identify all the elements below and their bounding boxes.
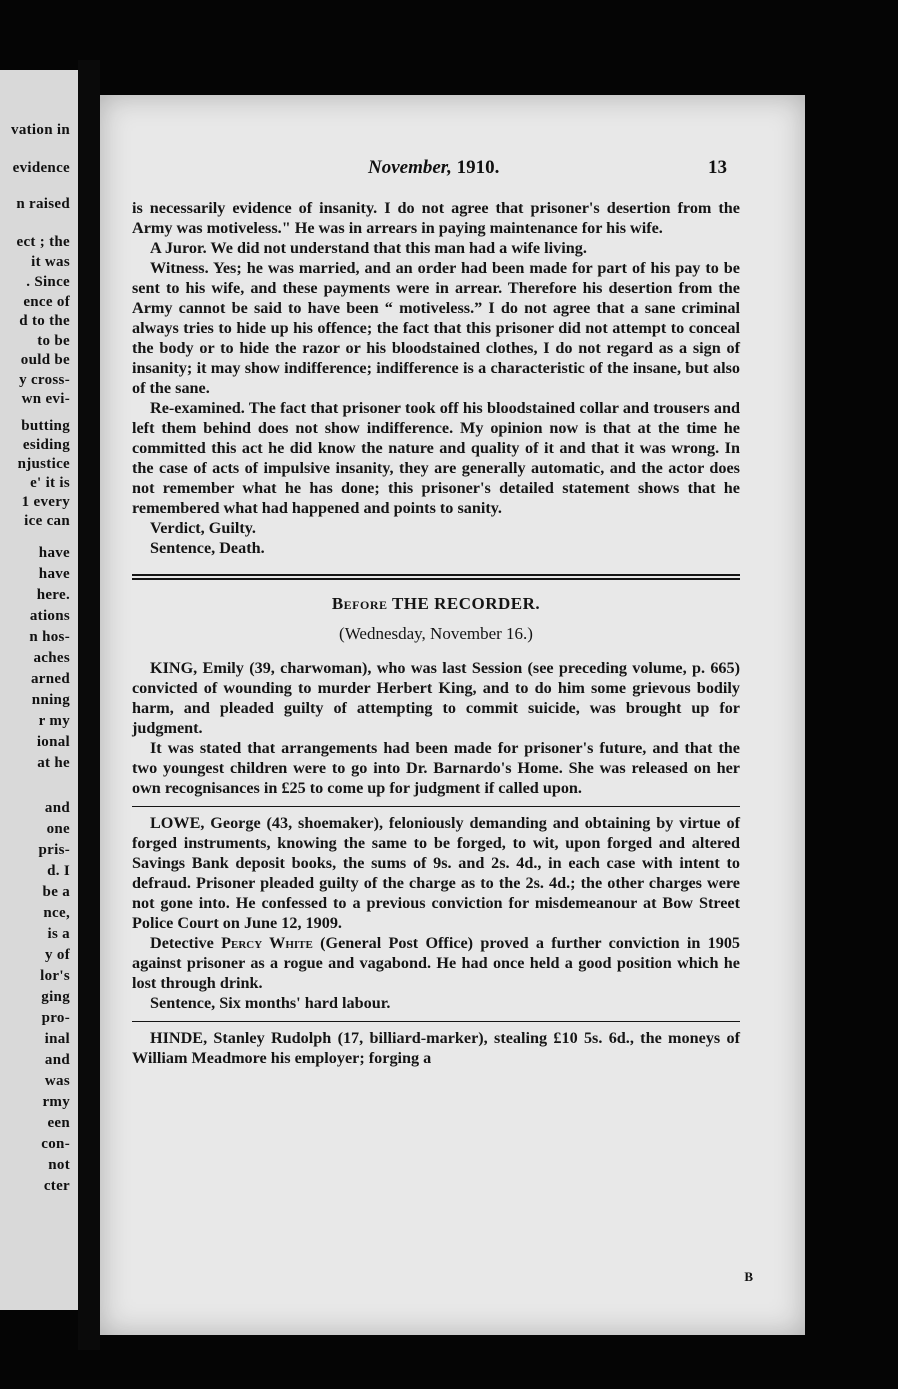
facing-page-fragment: here.: [36, 587, 70, 603]
verdict-line: Verdict, Guilty.: [150, 519, 256, 537]
facing-page-edge: [0, 70, 78, 1310]
facing-page-fragment: ect ; the: [16, 234, 70, 250]
facing-page-fragment: ional: [36, 734, 70, 750]
facing-page-fragment: d to the: [19, 313, 70, 329]
facing-page-fragment: not: [48, 1157, 70, 1173]
facing-page-fragment: njustice: [17, 456, 70, 472]
paragraph: Witness. Yes; he was married, and an order had been made for part of his pay to be sent to his wife, and these payments were in arrear. Therefore his desertion from the Army cannot be said to have been “ motiveless.” I do not agree that a sane criminal always tries to hide up his offence; the fact that this prisoner did not attempt to conceal the body or to hide the razor or his bloodstained clothes, I do not regard as a sign of insanity; it may show indifference; indifference is a characteristic of the insane, but also of the sane.: [132, 259, 740, 397]
facing-page-fragment: n hos-: [29, 629, 70, 645]
case-divider: [132, 806, 740, 807]
facing-page-fragment: butting: [21, 418, 70, 434]
facing-page-fragment: y of: [45, 947, 70, 963]
facing-page-fragment: pris-: [38, 842, 70, 858]
facing-page-fragment: be a: [42, 884, 70, 900]
facing-page-fragment: . Since: [26, 274, 70, 290]
facing-page-fragment: have: [38, 545, 70, 561]
header-date: November, 1910.: [368, 157, 500, 178]
facing-page-fragment: nning: [31, 692, 70, 708]
facing-page-fragment: evidence: [12, 160, 70, 176]
paragraph: is necessarily evidence of insanity. I do not agree that prisoner's desertion from the Army was motiveless." He was in arrears in paying maintenance for his wife.: [132, 199, 740, 237]
facing-page-fragment: 1 every: [21, 494, 70, 510]
facing-page-fragment: lor's: [40, 968, 70, 984]
facing-page-fragment: cter: [43, 1178, 70, 1194]
facing-page-fragment: pro-: [41, 1010, 70, 1026]
facing-page-fragment: n raised: [16, 196, 70, 212]
sentence-line: Sentence, Death.: [150, 539, 265, 557]
facing-page-fragment: and: [44, 1052, 70, 1068]
facing-page-fragment: ging: [41, 989, 70, 1005]
case-king: KING, Emily (39, charwoman), who was last Session (see preceding volume, p. 665) convicted of wounding to murder Herbert King, and to do him some grievous bodily harm, and pleaded guilty of attempting to commit suicide, was brought up for judgment.: [132, 659, 740, 737]
facing-page-fragment: een: [47, 1115, 70, 1131]
facing-page-fragment: rmy: [42, 1094, 70, 1110]
facing-page-fragment: and: [44, 800, 70, 816]
facing-page-fragment: arned: [31, 671, 70, 687]
facing-page-fragment: have: [38, 566, 70, 582]
facing-page-fragment: d. I: [47, 863, 70, 879]
facing-page-fragment: ould be: [20, 352, 70, 368]
section-date: (Wednesday, November 16.): [339, 624, 533, 643]
signature-mark: B: [744, 1269, 753, 1284]
facing-page-fragment: y cross-: [19, 372, 70, 388]
facing-page-fragment: vation in: [11, 122, 70, 138]
facing-page-fragment: aches: [33, 650, 70, 666]
sentence-line: Sentence, Six months' hard labour.: [150, 994, 391, 1012]
facing-page-fragment: ence of: [23, 294, 70, 310]
facing-page-fragment: inal: [44, 1031, 70, 1047]
section-divider: [132, 574, 740, 580]
facing-page-fragment: is a: [47, 926, 70, 942]
page-number: 13: [708, 157, 727, 178]
paragraph: Detective Percy White (General Post Office) proved a further conviction in 1905 against prisoner as a rogue and vagabond. He had once held a good position which he lost through drink.: [132, 934, 741, 992]
facing-page-fragment: ice can: [24, 513, 70, 529]
paragraph: It was stated that arrangements had been made for prisoner's future, and that the two youngest children were to go into Dr. Barnardo's Home. She was released on her own recognisances in £25 to come up for judgment if called upon.: [132, 739, 740, 797]
facing-page-fragment: con-: [41, 1136, 70, 1152]
book-gutter: [78, 60, 100, 1350]
facing-page-fragment: e' it is: [30, 475, 70, 491]
paragraph: A Juror. We did not understand that this man had a wife living.: [150, 239, 587, 257]
section-heading: Before THE RECORDER.: [331, 594, 541, 613]
facing-page-fragment: to be: [37, 333, 70, 349]
paragraph: Re-examined. The fact that prisoner took off his bloodstained collar and trousers and left them behind does not show indifference. My opinion now is that at the time he committed this act he did know the nature and quality of it and that it was wrong. In the case of acts of impulsive insanity, they are generally automatic, and the actor does not remember what he has done; this prisoner's detailed statement shows that he remembered what had happened and points to sanity.: [132, 399, 740, 517]
facing-page-fragment: r my: [38, 713, 70, 729]
facing-page-fragment: nce,: [43, 905, 70, 921]
case-hinde: HINDE, Stanley Rudolph (17, billiard-marker), stealing £10 5s. 6d., the moneys of William Meadmore his employer; forging a: [132, 1029, 740, 1067]
facing-page-fragment: was: [44, 1073, 70, 1089]
document-page: [100, 95, 805, 1335]
page-body: [132, 198, 740, 1068]
case-lowe: LOWE, George (43, shoemaker), feloniously demanding and obtaining by virtue of forged instruments, knowing the same to be forged, to wit, upon forged and altered Savings Bank deposit books, the sums of 9s. and 2s. 4d., in each case with intent to defraud. Prisoner pleaded guilty of the charge as to the 2s. 4d.; the other charges were not gone into. He confessed to a previous conviction for misdemeanour at Bow Street Police Court on June 12, 1909.: [132, 814, 740, 932]
facing-page-fragment: esiding: [22, 437, 70, 453]
facing-page-fragment: one: [46, 821, 70, 837]
facing-page-fragment: ations: [29, 608, 70, 624]
facing-page-fragment: it was: [31, 254, 70, 270]
facing-page-fragment: wn evi-: [21, 391, 70, 407]
case-divider: [132, 1021, 740, 1022]
facing-page-fragment: at he: [37, 755, 70, 771]
